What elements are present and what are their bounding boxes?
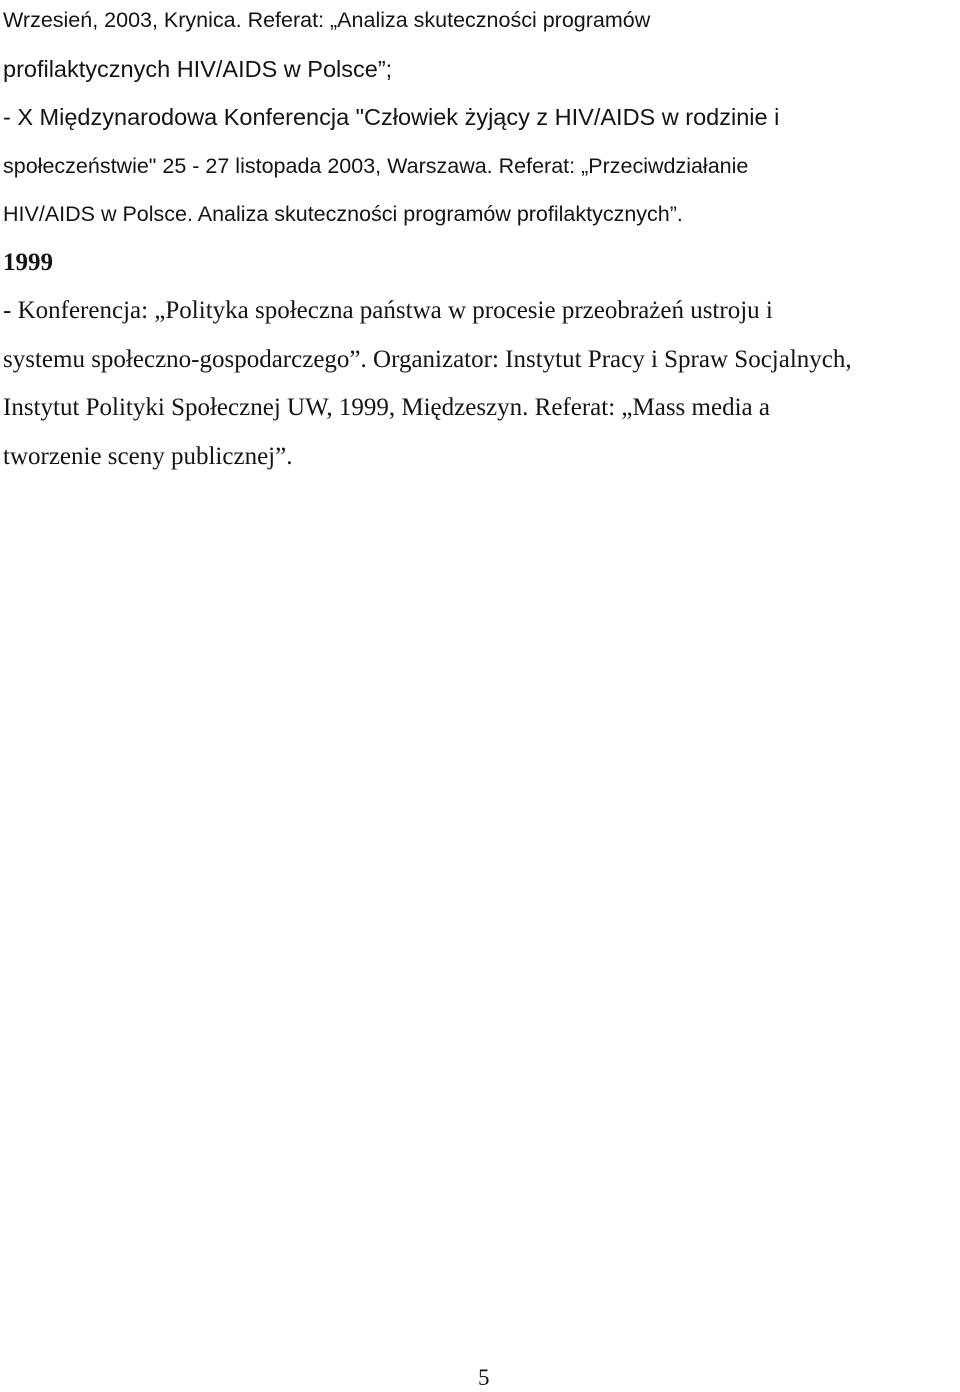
text-line: systemu społeczno-gospodarczego”. Organizator: Instytut Pracy i Spraw Socjalnych, — [3, 345, 852, 373]
text-line: - X Międzynarodowa Konferencja "Człowiek żyjący z HIV/AIDS w rodzinie i — [3, 104, 780, 130]
text-line: Instytut Polityki Społecznej UW, 1999, Międzeszyn. Referat: „Mass media a — [3, 394, 770, 421]
year-heading: 1999 — [3, 248, 53, 276]
text-line: tworzenie sceny publicznej”. — [3, 442, 293, 470]
text-line: HIV/AIDS w Polsce. Analiza skuteczności programów profilaktycznych”. — [3, 202, 683, 226]
text-line: Wrzesień, 2003, Krynica. Referat: „Analiza skuteczności programów — [3, 8, 651, 32]
page-number: 5 — [478, 1365, 490, 1390]
text-line: - Konferencja: „Polityka społeczna państwa w procesie przeobrażeń ustroju i — [3, 297, 773, 324]
text-line: profilaktycznych HIV/AIDS w Polsce”; — [3, 55, 393, 82]
document-body — [3, 0, 958, 481]
text-line: społeczeństwie" 25 - 27 listopada 2003, Warszawa. Referat: „Przeciwdziałanie — [3, 153, 749, 178]
